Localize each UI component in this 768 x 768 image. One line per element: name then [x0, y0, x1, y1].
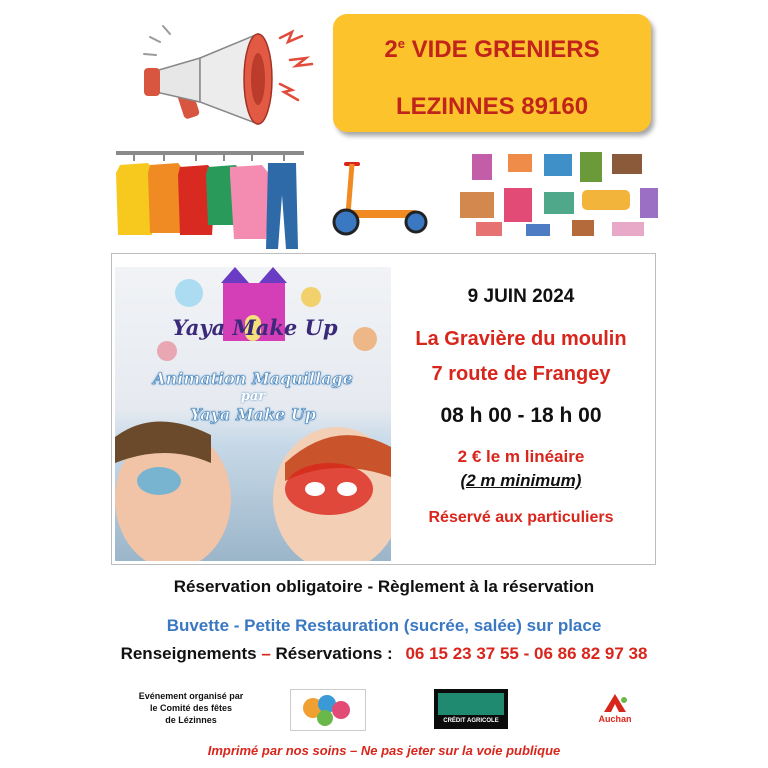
furniture-icon	[452, 148, 662, 240]
title-banner	[333, 14, 651, 132]
contact-dash: –	[256, 644, 276, 663]
event-location-title: LEZINNES 89160	[395, 93, 589, 120]
event-minimum: (2 m minimum)	[460, 471, 582, 490]
auchan-logo	[590, 692, 640, 728]
event-hours: 08 h 00 - 18 h 00	[440, 404, 602, 427]
organizer-line3: de Lézinnes	[165, 715, 217, 725]
event-reserved-note: Réservé aux particuliers	[428, 509, 614, 526]
face-painting-photo	[115, 267, 391, 561]
credit-agricole-logo	[434, 689, 508, 729]
clothes-rack-icon	[112, 145, 308, 253]
contact-phones: 06 15 23 37 55 - 06 86 82 97 38	[405, 644, 648, 663]
scooter-icon	[326, 158, 430, 240]
contact-label: Renseignements	[120, 644, 257, 663]
event-title: 2e VIDE GRENIERS	[384, 36, 600, 63]
megaphone-icon	[130, 20, 320, 135]
organizer-line1: Evénement organisé par	[138, 691, 244, 701]
contact-line	[0, 644, 768, 664]
reservation-note: Réservation obligatoire - Règlement à la réservation	[173, 577, 595, 596]
event-place: La Gravière du moulin	[415, 328, 627, 350]
animation-line2: par	[240, 389, 266, 404]
makeup-brand: Yaya Make Up	[172, 315, 338, 340]
comite-des-fetes-logo	[290, 689, 366, 731]
event-address: 7 route de Frangey	[431, 363, 611, 385]
organizer-line2: le Comité des fêtes	[149, 703, 233, 713]
animation-line3: Yaya Make Up	[190, 405, 316, 424]
auchan-text: Auchan	[598, 714, 632, 724]
footer-note: Imprimé par nos soins – Ne pas jeter sur la voie publique	[207, 743, 561, 758]
credit-agricole-text: CRÉDIT AGRICOLE	[443, 718, 499, 724]
organizer-text	[120, 690, 262, 726]
buvette-note: Buvette - Petite Restauration (sucrée, salée) sur place	[166, 616, 602, 635]
animation-line1: Animation Maquillage	[153, 369, 353, 388]
event-price: 2 € le m linéaire	[457, 447, 585, 466]
event-date: 9 JUIN 2024	[467, 286, 575, 307]
contact-label-reservations: Réservations :	[275, 644, 393, 663]
